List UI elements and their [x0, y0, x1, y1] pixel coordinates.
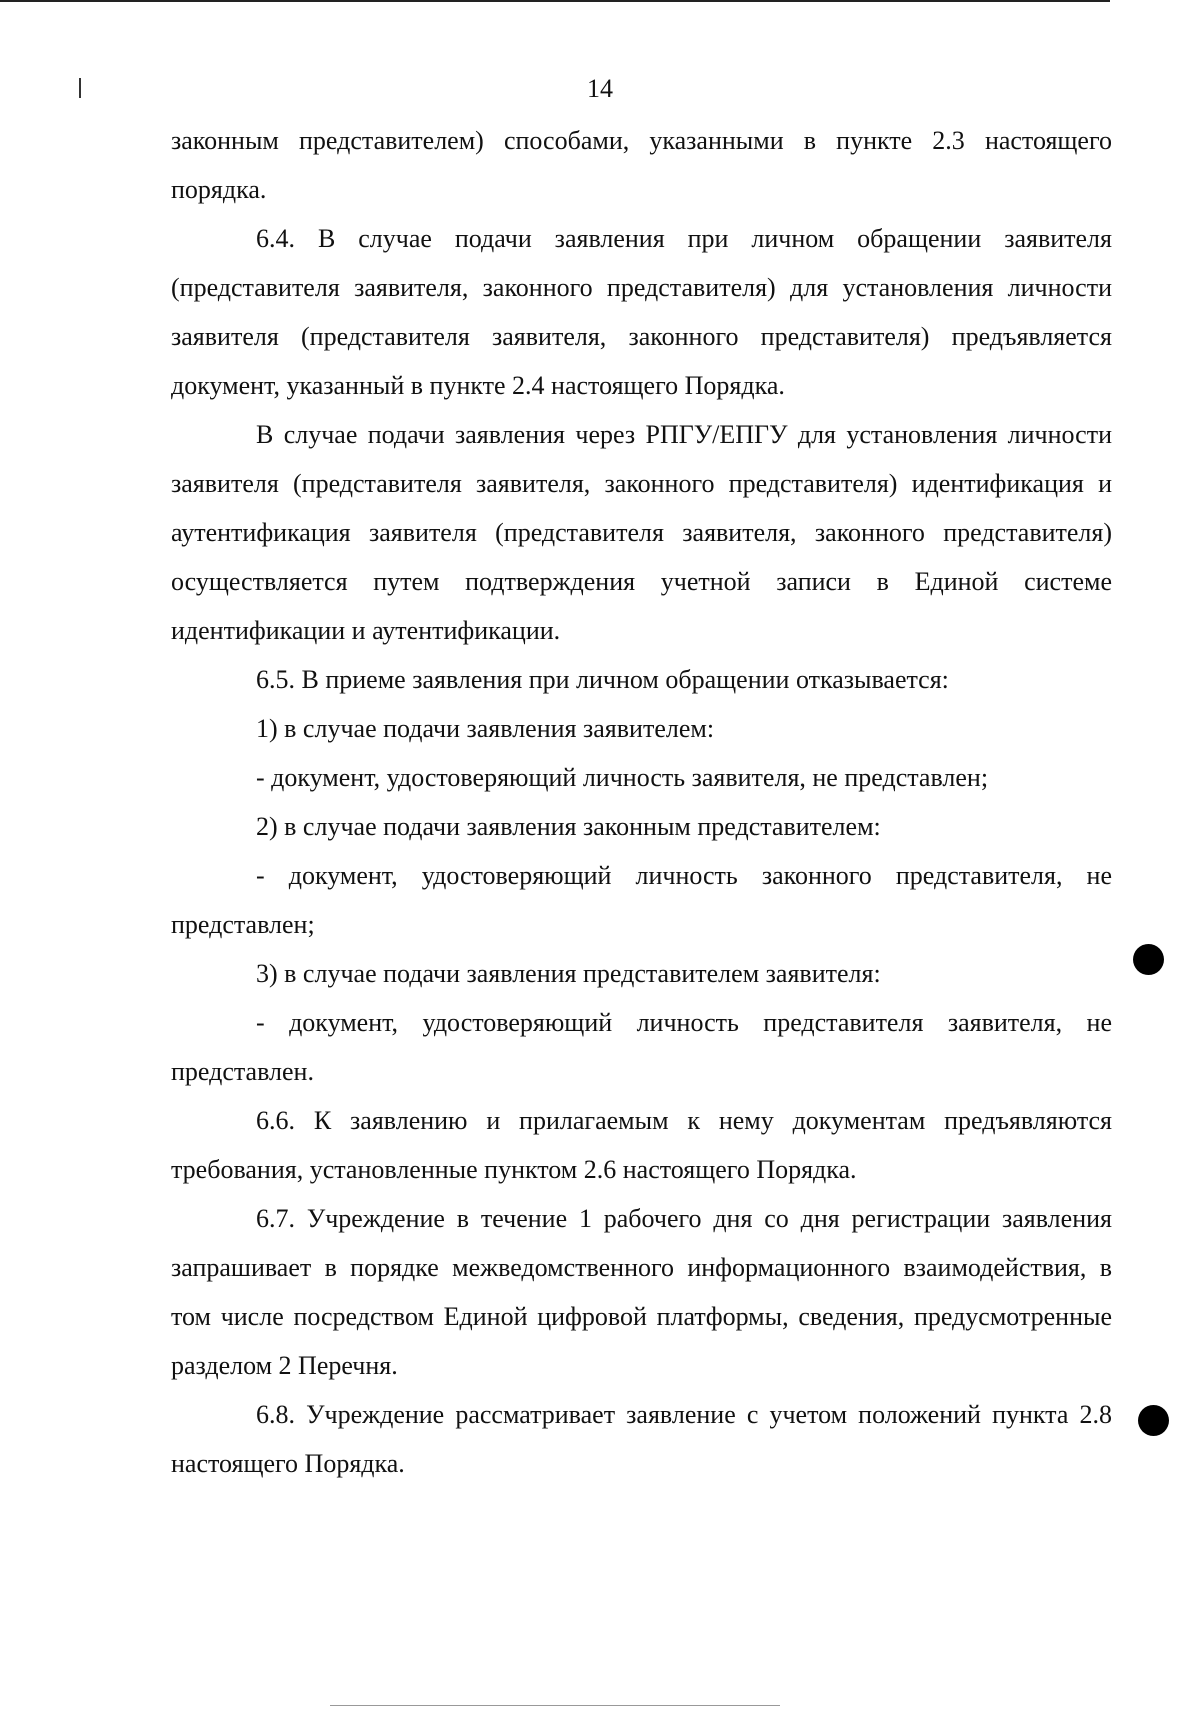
- document-body: [171, 116, 1112, 1488]
- list-item-2-condition: - документ, удостоверяющий личность законного представителя, не представлен;: [171, 861, 1112, 939]
- list-item-3-condition: - документ, удостоверяющий личность представителя заявителя, не представлен.: [171, 1008, 1112, 1086]
- paragraph-continuation: законным представителем) способами, указанными в пункте 2.3 настоящего порядка.: [171, 126, 1112, 204]
- paragraph-6-6: 6.6. К заявлению и прилагаемым к нему документам предъявляются требования, установленные пунктом 2.6 настоящего Порядка.: [171, 1106, 1112, 1184]
- paragraph-6-4-epgu: В случае подачи заявления через РПГУ/ЕПГУ для установления личности заявителя (представителя заявителя, законного представителя) идентификация и аутентификация заявителя (представителя заявителя, законного представителя) осуществляется путем подтверждения учетной записи в Единой системе идентификации и аутентификации.: [171, 420, 1112, 645]
- list-item-1: 1) в случае подачи заявления заявителем:: [256, 714, 715, 743]
- list-item-1-condition: - документ, удостоверяющий личность заявителя, не представлен;: [256, 763, 989, 792]
- paragraph-6-7: 6.7. Учреждение в течение 1 рабочего дня со дня регистрации заявления запрашивает в порядке межведомственного информационного взаимодействия, в том числе посредством Единой цифровой платформы, сведения, предусмотренные разделом 2 Перечня.: [171, 1204, 1112, 1380]
- binder-hole-mark: [1133, 944, 1164, 975]
- paragraph-6-5: 6.5. В приеме заявления при личном обращении отказывается:: [256, 665, 949, 694]
- page-number: 14: [587, 74, 613, 103]
- top-border-line: [0, 0, 1110, 2]
- paragraph-6-8: 6.8. Учреждение рассматривает заявление с учетом положений пункта 2.8 настоящего Порядка.: [171, 1400, 1112, 1478]
- binder-hole-mark: [1138, 1405, 1169, 1436]
- list-item-3: 3) в случае подачи заявления представителем заявителя:: [256, 959, 881, 988]
- bottom-edge-line: [330, 1705, 780, 1706]
- list-item-2: 2) в случае подачи заявления законным представителем:: [256, 812, 881, 841]
- paragraph-6-4: 6.4. В случае подачи заявления при личном обращении заявителя (представителя заявителя, законного представителя) для установления личности заявителя (представителя заявителя, законного представителя) предъявляется документ, указанный в пункте 2.4 настоящего Порядка.: [171, 224, 1112, 400]
